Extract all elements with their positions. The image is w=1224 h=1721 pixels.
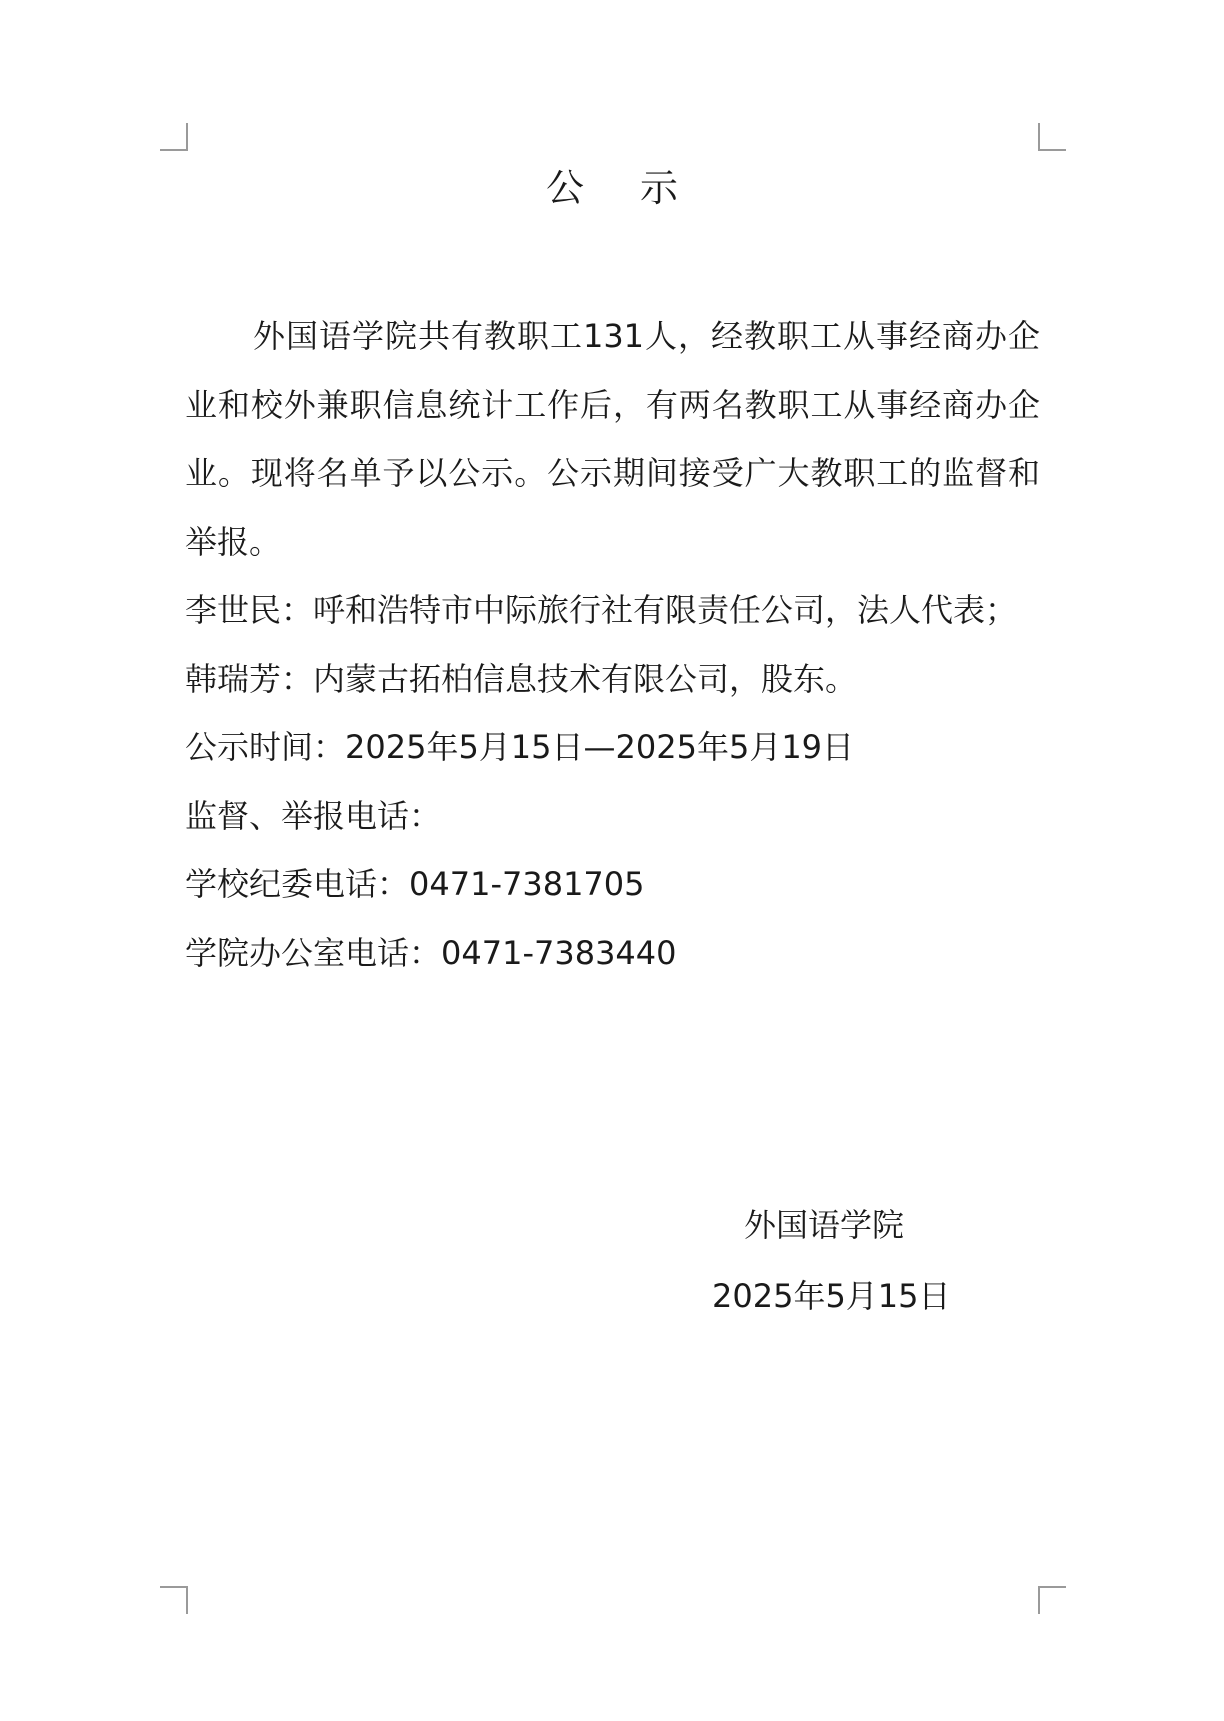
page-corner-mark-top-left	[160, 123, 188, 151]
page-corner-mark-bottom-left	[160, 1586, 188, 1614]
phone-college-office: 学院办公室电话：0471-7383440	[185, 933, 677, 972]
notice-period: 公示时间：2025年5月15日—2025年5月19日	[185, 728, 855, 766]
signature-org: 外国语学院	[744, 1206, 905, 1244]
page-corner-mark-top-right	[1038, 123, 1066, 151]
notice-title: 公 示	[545, 166, 701, 210]
phone-discipline-committee: 学校纪委电话：0471-7381705	[185, 865, 645, 903]
report-heading: 监督、举报电话：	[185, 796, 442, 835]
notice-paragraph: 外国语学院共有教职工131人，经教职工从事经商办企业和校外兼职信息统计工作后，有两名教职工从事经商办企业。现将名单予以公示。公示期间接受广大教职工的监督和举报。	[185, 317, 1040, 561]
notice-body	[185, 302, 1040, 987]
entry-li-shimin: 李世民：呼和浩特市中际旅行社有限责任公司，法人代表；	[185, 591, 1018, 629]
entry-han-ruifang: 韩瑞芳：内蒙古拓柏信息技术有限公司，股东。	[185, 659, 858, 698]
page-corner-mark-bottom-right	[1038, 1586, 1066, 1614]
signature-date: 2025年5月15日	[712, 1277, 951, 1315]
